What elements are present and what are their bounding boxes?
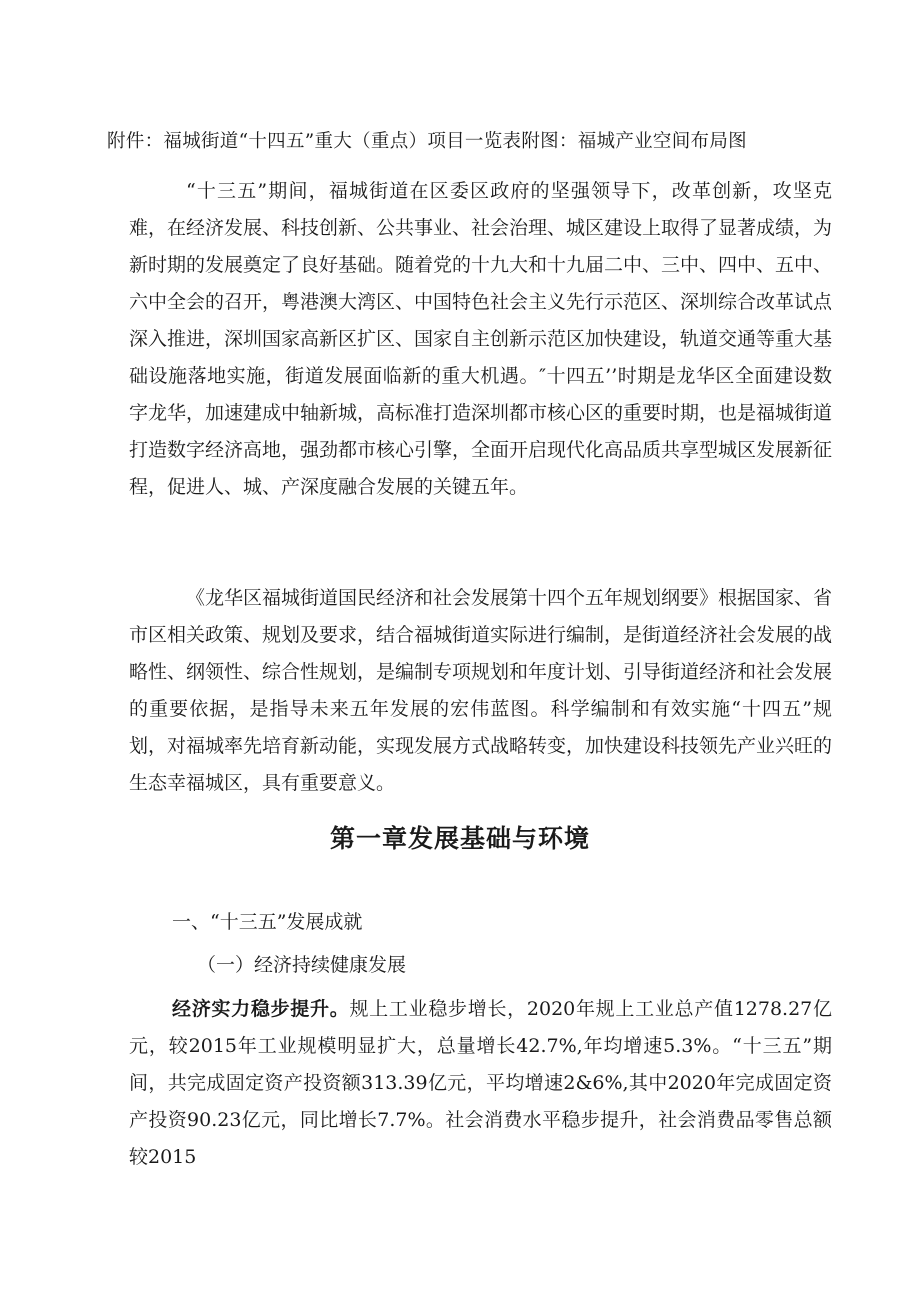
intro-paragraph: “十三五”期间，福城街道在区委区政府的坚强领导下，改革创新，攻坚克难，在经济发展、科技创新、公共事业、社会治理、城区建设上取得了显著成绩，为新时期的发展奠定了良好基础。随着党的十九大和十九届二中、三中、四中、五中、六中全会的召开，粤港澳大湾区、中国特色社会主义先行示范区、深圳综合改革试点深入推进，深圳国家高新区扩区、国家自主创新示范区加快建设，轨道交通等重大基础设施落地实施，街道发展面临新的重大机遇。″十四五’’时期是龙华区全面建设数字龙华，加速建成中轴新城，高标准打造深圳都市核心区的重要时期，也是福城街道打造数字经济高地，强劲都市核心引擎，全面开启现代化高品质共享型城区发展新征程，促进人、城、产深度融合发展的关键五年。 bbox=[129, 180, 833, 498]
economy-paragraph-lead: 经济实力稳步提升。 bbox=[172, 998, 350, 1020]
economy-paragraph-body: 规上工业稳步增长，2020年规上工业总产值1278.27亿元，较2015年工业规模明显扩大，总量增长42.7%,年均增速5.3%。“十三五”期间，共完成固定资产投资额313.39亿元，平均增速2&6%,其中2020年完成固定资产投资90.23亿元，同比增长7.7%。社会消费水平稳步提升，社会消费品零售总额较2015 bbox=[129, 998, 832, 1168]
subsection-title: （一）经济持续健康发展 bbox=[197, 954, 407, 976]
section-title: 一、“十三五”发展成就 bbox=[172, 911, 363, 933]
economy-paragraph bbox=[129, 991, 832, 1176]
plan-description-paragraph: 《龙华区福城街道国民经济和社会发展第十四个五年规划纲要》根据国家、省市区相关政策、规划及要求，结合福城街道实际进行编制，是街道经济社会发展的战略性、纲领性、综合性规划，是编制专项规划和年度计划、引导街道经济和社会发展的重要依据，是指导未来五年发展的宏伟蓝图。科学编制和有效实施“十四五”规划，对福城率先培育新动能，实现发展方式战略转变，加快建设科技领先产业兴旺的生态幸福城区，具有重要意义。 bbox=[129, 587, 833, 794]
chapter-title: 第一章发展基础与环境 bbox=[329, 824, 590, 853]
attachment-line: 附件：福城街道“十四五”重大（重点）项目一览表附图：福城产业空间布局图 bbox=[107, 131, 747, 152]
